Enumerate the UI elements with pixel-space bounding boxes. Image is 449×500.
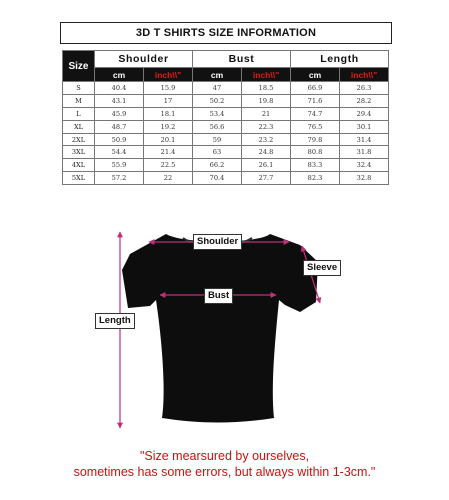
unit-cm-header: cm <box>193 68 242 82</box>
table-cell: 43.1 <box>95 94 144 107</box>
table-cell: 50.2 <box>193 94 242 107</box>
table-cell: 59 <box>193 133 242 146</box>
length-label-text: Length <box>99 315 131 326</box>
table-cell: 56.6 <box>193 120 242 133</box>
table-cell: 54.4 <box>95 146 144 159</box>
size-cell: L <box>63 107 95 120</box>
table-cell: 57.2 <box>95 172 144 185</box>
table-cell: 17 <box>144 94 193 107</box>
table-cell: 21 <box>242 107 291 120</box>
table-cell: 27.7 <box>242 172 291 185</box>
table-cell: 26.3 <box>340 82 389 95</box>
table-cell: 76.5 <box>291 120 340 133</box>
table-cell: 79.8 <box>291 133 340 146</box>
size-cell: XL <box>63 120 95 133</box>
sleeve-label-text: Sleeve <box>307 262 338 273</box>
unit-inch-header: inch\\" <box>144 68 193 82</box>
bust-header: Bust <box>193 51 291 68</box>
table-cell: 83.3 <box>291 159 340 172</box>
table-cell: 23.2 <box>242 133 291 146</box>
table-cell: 82.3 <box>291 172 340 185</box>
table-cell: 19.8 <box>242 94 291 107</box>
table-cell: 15.9 <box>144 82 193 95</box>
size-cell: 4XL <box>63 159 95 172</box>
table-cell: 70.4 <box>193 172 242 185</box>
table-cell: 20.1 <box>144 133 193 146</box>
length-label <box>95 313 135 329</box>
unit-inch-header: inch\\" <box>242 68 291 82</box>
table-cell: 80.8 <box>291 146 340 159</box>
unit-inch-header: inch\\" <box>340 68 389 82</box>
unit-cm-header: cm <box>95 68 144 82</box>
table-cell: 31.4 <box>340 133 389 146</box>
table-cell: 45.9 <box>95 107 144 120</box>
measurement-note-line2: sometimes has some errors, but always within 1-3cm." <box>73 465 376 479</box>
table-cell: 18.1 <box>144 107 193 120</box>
table-cell: 71.6 <box>291 94 340 107</box>
table-cell: 22.5 <box>144 159 193 172</box>
length-header: Length <box>291 51 389 68</box>
page-title-text: 3D T SHIRTS SIZE INFORMATION <box>135 27 317 39</box>
table-cell: 32.4 <box>340 159 389 172</box>
shoulder-label <box>193 234 242 250</box>
table-cell: 50.9 <box>95 133 144 146</box>
table-cell: 21.4 <box>144 146 193 159</box>
size-cell: 3XL <box>63 146 95 159</box>
size-column-header: Size <box>63 51 95 82</box>
sleeve-label <box>303 260 341 276</box>
table-cell: 30.1 <box>340 120 389 133</box>
table-cell: 28.2 <box>340 94 389 107</box>
table-cell: 22 <box>144 172 193 185</box>
bust-label-text: Bust <box>208 290 230 301</box>
table-cell: 19.2 <box>144 120 193 133</box>
table-cell: 40.4 <box>95 82 144 95</box>
table-cell: 18.5 <box>242 82 291 95</box>
shoulder-label-text: Shoulder <box>197 236 239 247</box>
table-cell: 66.9 <box>291 82 340 95</box>
table-cell: 29.4 <box>340 107 389 120</box>
measurement-note-line1: "Size mearsured by ourselves, <box>139 449 310 463</box>
table-cell: 26.1 <box>242 159 291 172</box>
table-cell: 74.7 <box>291 107 340 120</box>
size-cell: S <box>63 82 95 95</box>
table-cell: 24.8 <box>242 146 291 159</box>
table-cell: 47 <box>193 82 242 95</box>
size-cell: 5XL <box>63 172 95 185</box>
table-cell: 32.8 <box>340 172 389 185</box>
shoulder-header: Shoulder <box>95 51 193 68</box>
unit-cm-header: cm <box>291 68 340 82</box>
bust-label <box>204 288 233 304</box>
table-cell: 66.2 <box>193 159 242 172</box>
table-cell: 22.3 <box>242 120 291 133</box>
table-cell: 63 <box>193 146 242 159</box>
size-cell: 2XL <box>63 133 95 146</box>
table-cell: 53.4 <box>193 107 242 120</box>
table-cell: 31.8 <box>340 146 389 159</box>
table-cell: 55.9 <box>95 159 144 172</box>
size-cell: M <box>63 94 95 107</box>
table-cell: 48.7 <box>95 120 144 133</box>
tshirt-shape <box>122 234 318 423</box>
